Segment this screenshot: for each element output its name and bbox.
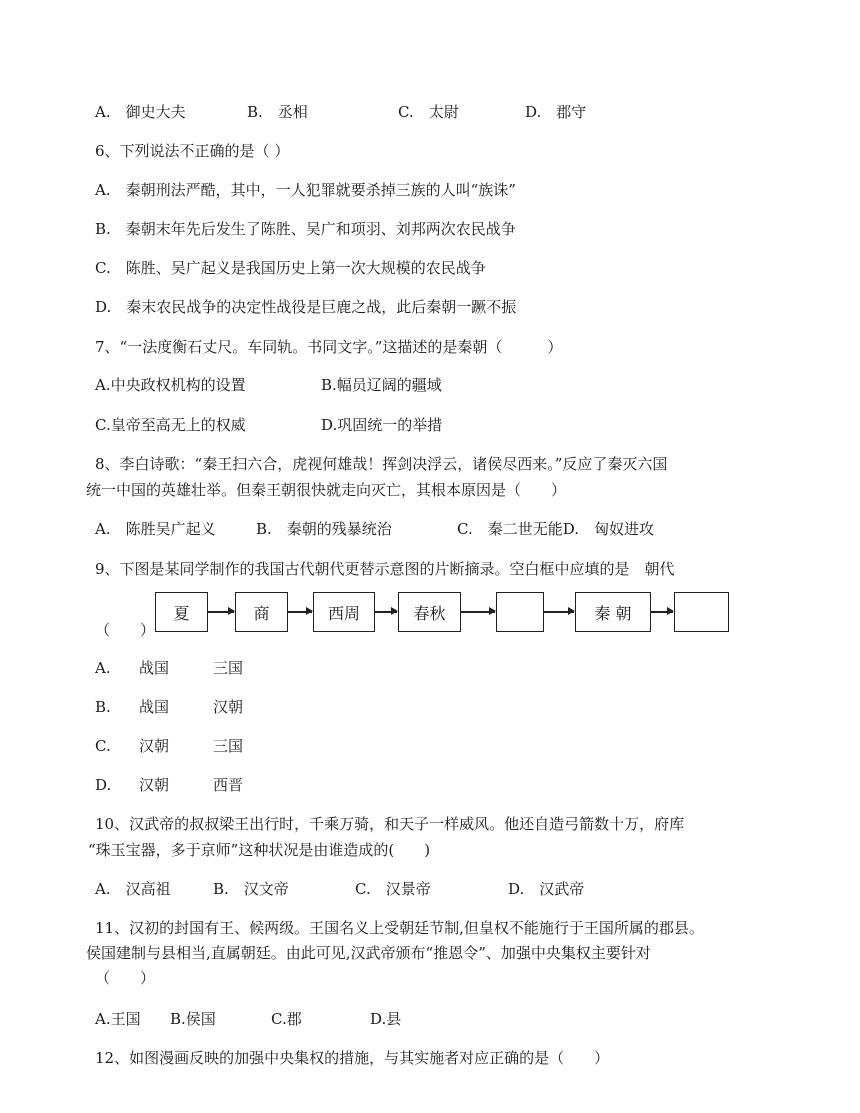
q8-stem-line1: 8、李白诗歌：“秦王扫六合，虎视何雄哉！挥剑决浮云，诸侯尽西来。”反应了秦灭六国: [95, 455, 668, 473]
flow-box-shang: 商: [235, 592, 288, 632]
dynasty-flow-diagram: [155, 592, 735, 636]
q5-option-c: C. 太尉: [398, 103, 459, 121]
q6-option-b: B. 秦朝末年先后发生了陈胜、吴广和项羽、刘邦两次农民战争: [95, 220, 516, 238]
q11-option-c: C.郡: [271, 1010, 302, 1028]
q9-stem: 9、下图是某同学制作的我国古代朝代更替示意图的片断摘录。空白框中应填的是 朝代: [95, 560, 675, 578]
q9-option-d-second: 西晋: [213, 776, 244, 794]
q9-option-d-first: 汉朝: [139, 776, 170, 794]
q9-option-c-first: 汉朝: [139, 737, 170, 755]
q9-option-c-second: 三国: [213, 737, 244, 755]
q6-option-c: C. 陈胜、吴广起义是我国历史上第一次大规模的农民战争: [95, 259, 486, 277]
q10-option-d: D. 汉武帝: [508, 880, 585, 898]
q9-option-a-first: 战国: [139, 659, 170, 677]
flow-box-blank-2: [674, 592, 729, 632]
q10-stem-line2: “珠玉宝器，多于京师”这种状况是由谁造成的( ): [88, 841, 431, 859]
q8-option-cd: C. 秦二世无能D. 匈奴进攻: [457, 520, 654, 538]
q6-option-a: A. 秦朝刑法严酷，其中，一人犯罪就要杀掉三族的人叫“族诛”: [95, 181, 516, 199]
flow-box-qin: 秦 朝: [575, 592, 651, 632]
q9-option-b-letter: B.: [95, 698, 111, 716]
q7-option-d: D.巩固统一的举措: [321, 416, 443, 434]
q8-stem-line2: 统一中国的英雄壮举。但秦王朝很快就走向灭亡，其根本原因是（ ）: [86, 481, 567, 499]
q7-stem: 7、“一法度衡石丈尺。车同轨。书同文字。”这描述的是秦朝（ ）: [95, 338, 563, 356]
q12-stem: 12、如图漫画反映的加强中央集权的措施，与其实施者对应正确的是（ ）: [95, 1049, 610, 1067]
q11-stem-line3: （ ）: [95, 969, 156, 987]
q11-option-b: B.侯国: [170, 1010, 216, 1028]
q9-paren: （ ）: [95, 621, 156, 639]
flow-arrow: [288, 611, 312, 613]
q9-option-d-letter: D.: [95, 776, 112, 794]
q7-option-b: B.幅员辽阔的疆域: [321, 376, 442, 394]
q8-option-a: A. 陈胜吴广起义: [95, 520, 216, 538]
q10-option-a: A. 汉高祖: [95, 880, 171, 898]
q11-stem-line1: 11、汉初的封国有王、候两级。王国名义上受朝廷节制,但皇权不能施行于王国所属的郡县。: [95, 919, 704, 937]
q10-option-c: C. 汉景帝: [355, 880, 431, 898]
q6-stem: 6、下列说法不正确的是（ ）: [95, 142, 290, 160]
flow-box-xia: 夏: [155, 592, 208, 632]
q9-option-b-second: 汉朝: [213, 698, 244, 716]
q11-option-a: A.王国: [95, 1010, 141, 1028]
q11-stem-line2: 侯国建制与县相当,直属朝廷。由此可见,汉武帝颁布“推恩令”、加强中央集权主要针对: [86, 944, 651, 962]
q9-option-a-second: 三国: [213, 659, 244, 677]
flow-arrow: [208, 611, 234, 613]
q9-option-b-first: 战国: [139, 698, 170, 716]
flow-arrow: [544, 611, 574, 613]
q8-option-b: B. 秦朝的残暴统治: [256, 520, 392, 538]
q10-option-b: B. 汉文帝: [213, 880, 289, 898]
flow-box-xizhou: 西周: [313, 592, 375, 632]
q6-option-d: D. 秦末农民战争的决定性战役是巨鹿之战，此后秦朝一蹶不振: [95, 298, 517, 316]
q5-option-a: A. 御史大夫: [95, 103, 186, 121]
flow-arrow: [651, 611, 673, 613]
flow-box-blank-1: [496, 592, 544, 632]
flow-box-chunqiu: 春秋: [398, 592, 461, 632]
q11-option-d: D.县: [370, 1010, 402, 1028]
q9-option-a-letter: A.: [95, 659, 111, 677]
q9-option-c-letter: C.: [95, 737, 111, 755]
flow-arrow: [375, 611, 397, 613]
flow-arrow: [461, 611, 495, 613]
q5-option-d: D. 郡守: [525, 103, 587, 121]
q10-stem-line1: 10、汉武帝的叔叔梁王出行时，千乘万骑，和天子一样威风。他还自造弓箭数十万，府库: [95, 815, 685, 833]
q7-option-a: A.中央政权机构的设置: [95, 376, 246, 394]
q5-option-b: B. 丞相: [247, 103, 308, 121]
q7-option-c: C.皇帝至高无上的权威: [95, 416, 246, 434]
